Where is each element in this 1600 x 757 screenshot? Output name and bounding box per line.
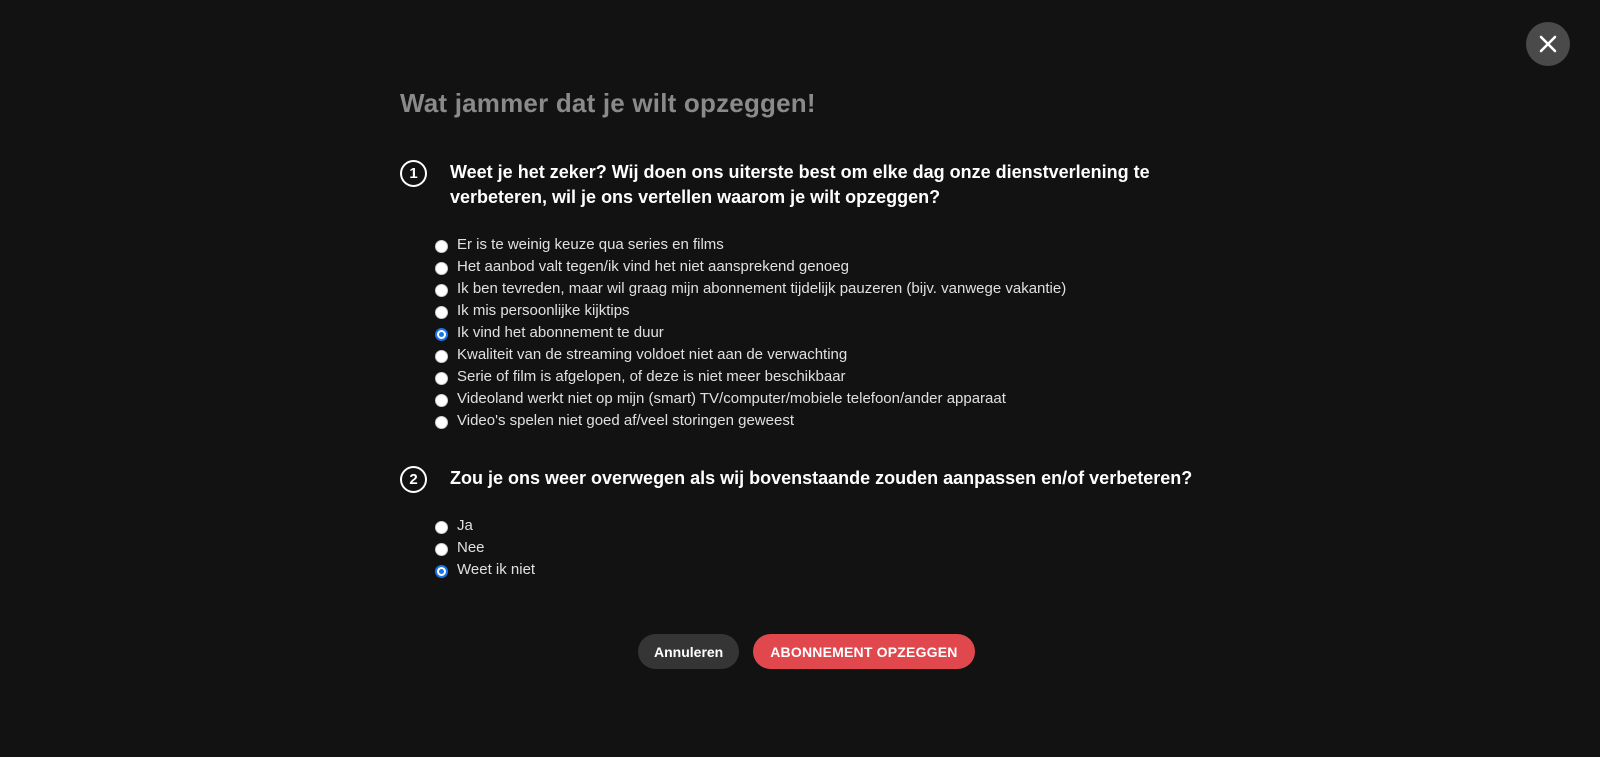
- radio-button[interactable]: [435, 521, 448, 534]
- close-button[interactable]: [1526, 22, 1570, 66]
- form-actions: [638, 634, 975, 669]
- option-label: Video's spelen niet goed af/veel storingen geweest: [457, 412, 794, 429]
- option-label: Serie of film is afgelopen, of deze is niet meer beschikbaar: [457, 368, 846, 385]
- reason-option[interactable]: [435, 366, 1200, 388]
- option-label: Weet ik niet: [457, 561, 536, 578]
- question-text: Weet je het zeker? Wij doen ons uiterste best om elke dag onze dienstverlening te verbeteren, wil je ons vertellen waarom je wilt opzeggen?: [450, 162, 1150, 207]
- reason-options: [435, 234, 1200, 432]
- cancel-button[interactable]: Annuleren: [638, 634, 739, 669]
- reconsider-option[interactable]: [435, 537, 1200, 559]
- option-label: Ik vind het abonnement te duur: [457, 324, 664, 341]
- reason-option[interactable]: [435, 322, 1200, 344]
- option-label: Kwaliteit van de streaming voldoet niet aan de verwachting: [457, 346, 848, 363]
- option-label: Er is te weinig keuze qua series en films: [457, 236, 724, 253]
- radio-button[interactable]: [435, 262, 448, 275]
- radio-button[interactable]: [435, 350, 448, 363]
- reason-option[interactable]: [435, 410, 1200, 432]
- confirm-cancel-subscription-button[interactable]: ABONNEMENT OPZEGGEN: [753, 634, 974, 669]
- option-label: Videoland werkt niet op mijn (smart) TV/computer/mobiele telefoon/ander apparaat: [457, 390, 1006, 407]
- radio-button[interactable]: [435, 394, 448, 407]
- radio-button[interactable]: [435, 306, 448, 319]
- question-number-badge: 1: [400, 160, 427, 187]
- radio-button[interactable]: [435, 240, 448, 253]
- reason-option[interactable]: [435, 256, 1200, 278]
- option-label: Ik mis persoonlijke kijktips: [457, 302, 630, 319]
- reason-option[interactable]: [435, 388, 1200, 410]
- page-title: Wat jammer dat je wilt opzeggen!: [400, 88, 816, 118]
- option-label: Ik ben tevreden, maar wil graag mijn abonnement tijdelijk pauzeren (bijv. vanwege vakantie): [457, 280, 1067, 297]
- radio-button[interactable]: [435, 372, 448, 385]
- radio-button[interactable]: [435, 328, 448, 341]
- question-number-badge: 2: [400, 466, 427, 493]
- option-label: Nee: [457, 539, 485, 556]
- reason-option[interactable]: [435, 278, 1200, 300]
- radio-button[interactable]: [435, 543, 448, 556]
- reason-option[interactable]: [435, 234, 1200, 256]
- close-icon: [1539, 35, 1557, 53]
- question-1: [400, 160, 1200, 432]
- radio-button[interactable]: [435, 416, 448, 429]
- reconsider-option[interactable]: [435, 559, 1200, 581]
- radio-button[interactable]: [435, 565, 448, 578]
- reconsider-option[interactable]: [435, 515, 1200, 537]
- radio-button[interactable]: [435, 284, 448, 297]
- option-label: Ja: [457, 517, 473, 534]
- question-text: Zou je ons weer overwegen als wij bovenstaande zouden aanpassen en/of verbeteren?: [450, 468, 1193, 488]
- question-2: [400, 466, 1200, 581]
- reason-option[interactable]: [435, 344, 1200, 366]
- survey-content: [400, 86, 1200, 581]
- reconsider-options: [435, 515, 1200, 581]
- reason-option[interactable]: [435, 300, 1200, 322]
- option-label: Het aanbod valt tegen/ik vind het niet aansprekend genoeg: [457, 258, 849, 275]
